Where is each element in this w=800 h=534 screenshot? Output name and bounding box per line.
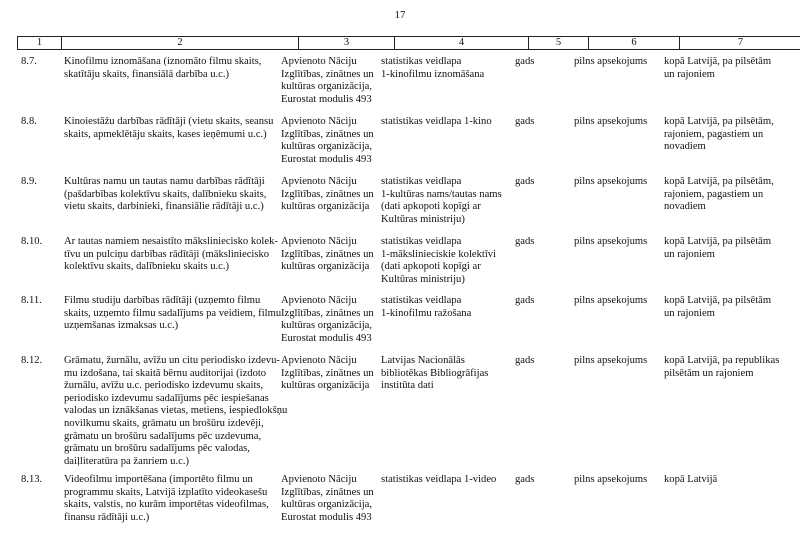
row-coverage: kopā Latvijā, pa pilsētām un rajoniem xyxy=(664,295,772,319)
row-method: pilns apsekojums xyxy=(574,236,648,247)
row-number: 8.13. xyxy=(21,474,43,485)
row-coverage: kopā Latvijā, pa pilsētām, rajoniem, pagastiem un novadiem xyxy=(664,176,774,213)
row-period: gads xyxy=(515,355,535,366)
row-form: statistikas veidlapa 1-mākslinieciskie kolektīvi (dati apkopoti kopīgi ar Kultūras ministriju) xyxy=(381,236,497,285)
row-period: gads xyxy=(515,474,535,485)
row-method: pilns apsekojums xyxy=(574,474,648,485)
row-description: Videofilmu importēšana (importēto filmu un programmu skaits, Latvijā izplatīto videokasešu skaits, valstis, no kurām importētas videofilmas, finansu rādītāji u.c.) xyxy=(64,474,269,523)
row-period: gads xyxy=(515,56,535,67)
header-col-2: 2 xyxy=(62,37,299,49)
row-form: statistikas veidlapa 1-kino xyxy=(381,116,492,127)
row-form: statistikas veidlapa 1-kultūras nams/tautas nams (dati apkopoti kopīgi ar Kultūras ministriju) xyxy=(381,176,502,225)
table-header xyxy=(17,36,800,50)
row-coverage: kopā Latvijā, pa pilsētām un rajoniem xyxy=(664,236,772,260)
row-number: 8.11. xyxy=(21,295,42,306)
row-standard: Apvienoto Nāciju Izglītības, zinātnes un kultūras organizācija, Eurostat modulis 493 xyxy=(281,116,374,165)
row-form: statistikas veidlapa 1-kinofilmu iznomāšana xyxy=(381,56,485,80)
row-description: Kinoiestāžu darbības rādītāji (vietu skaits, seansu skaits, apmeklētāju skaits, kases ieņēmumi u.c.) xyxy=(64,116,274,140)
header-col-1: 1 xyxy=(18,37,62,49)
page-number: 17 xyxy=(394,9,406,21)
row-form: statistikas veidlapa 1-video xyxy=(381,474,497,485)
header-col-5: 5 xyxy=(529,37,589,49)
row-period: gads xyxy=(515,295,535,306)
row-description: Grāmatu, žurnālu, avīžu un citu periodisko izdevu- mu izdošana, tai skaitā bērnu auditorijai (izdoto žurnālu, avīžu u.c. periodisko izdevumu skaits, periodisko izdevumu sadalījums pēc iespiešanas valodas un iznākšanas vietas, metiens, iespiedlokšņu novilkumu skaits, grāmatu un brošūru izdevēji, grāmatu un brošūru sadalījums pēc uzdevuma, grāmatu un brošūru sadalījums pēc valodas, daiļliteratūra pa žanriem u.c.) xyxy=(64,355,288,467)
row-form: Latvijas Nacionālās bibliotēkas Bibliogrāfijas institūta dati xyxy=(381,355,489,392)
row-period: gads xyxy=(515,176,535,187)
row-method: pilns apsekojums xyxy=(574,355,648,366)
row-coverage: kopā Latvijā xyxy=(664,474,718,485)
header-col-4: 4 xyxy=(395,37,529,49)
row-standard: Apvienoto Nāciju Izglītības, zinātnes un kultūras organizācija xyxy=(281,176,374,213)
row-description: Kultūras namu un tautas namu darbības rādītāji (pašdarbības kolektīvu skaits, dalībnieku skaits, vietu skaits, darbinieki, finansiālie rādītāji u.c.) xyxy=(64,176,267,213)
row-period: gads xyxy=(515,236,535,247)
row-standard: Apvienoto Nāciju Izglītības, zinātnes un kultūras organizācija, Eurostat modulis 493 xyxy=(281,474,374,523)
row-description: Ar tautas namiem nesaistīto māksliniecisko kolek- tīvu un pulciņu darbības rādītāji (māksliniecisko kolektīvu skaits, dalībnieku skaits u.c.) xyxy=(64,236,278,273)
row-number: 8.8. xyxy=(21,116,37,127)
header-col-3: 3 xyxy=(299,37,395,49)
row-standard: Apvienoto Nāciju Izglītības, zinātnes un kultūras organizācija xyxy=(281,236,374,273)
row-coverage: kopā Latvijā, pa republikas pilsētām un rajoniem xyxy=(664,355,780,379)
row-method: pilns apsekojums xyxy=(574,116,648,127)
row-method: pilns apsekojums xyxy=(574,295,648,306)
row-method: pilns apsekojums xyxy=(574,176,648,187)
header-col-7: 7 xyxy=(737,37,744,48)
row-coverage: kopā Latvijā, pa pilsētām un rajoniem xyxy=(664,56,772,80)
row-number: 8.10. xyxy=(21,236,43,247)
row-number: 8.9. xyxy=(21,176,37,187)
row-period: gads xyxy=(515,116,535,127)
row-number: 8.7. xyxy=(21,56,37,67)
row-standard: Apvienoto Nāciju Izglītības, zinātnes un kultūras organizācija, Eurostat modulis 493 xyxy=(281,295,374,344)
row-standard: Apvienoto Nāciju Izglītības, zinātnes un kultūras organizācija xyxy=(281,355,374,392)
row-number: 8.12. xyxy=(21,355,43,366)
row-coverage: kopā Latvijā, pa pilsētām, rajoniem, pagastiem un novadiem xyxy=(664,116,774,153)
header-col-6: 6 xyxy=(589,37,680,49)
row-standard: Apvienoto Nāciju Izglītības, zinātnes un kultūras organizācija, Eurostat modulis 493 xyxy=(281,56,374,105)
row-description: Kinofilmu iznomāšana (iznomāto filmu skaits, skatītāju skaits, finansiālā darbība u.c.) xyxy=(64,56,262,80)
row-description: Filmu studiju darbības rādītāji (uzņemto filmu skaits, uzņemto filmu sadalījums pa veidiem, filmu uzņemšanas izmaksas u.c.) xyxy=(64,295,282,332)
row-form: statistikas veidlapa 1-kinofilmu ražošana xyxy=(381,295,472,319)
row-method: pilns apsekojums xyxy=(574,56,648,67)
